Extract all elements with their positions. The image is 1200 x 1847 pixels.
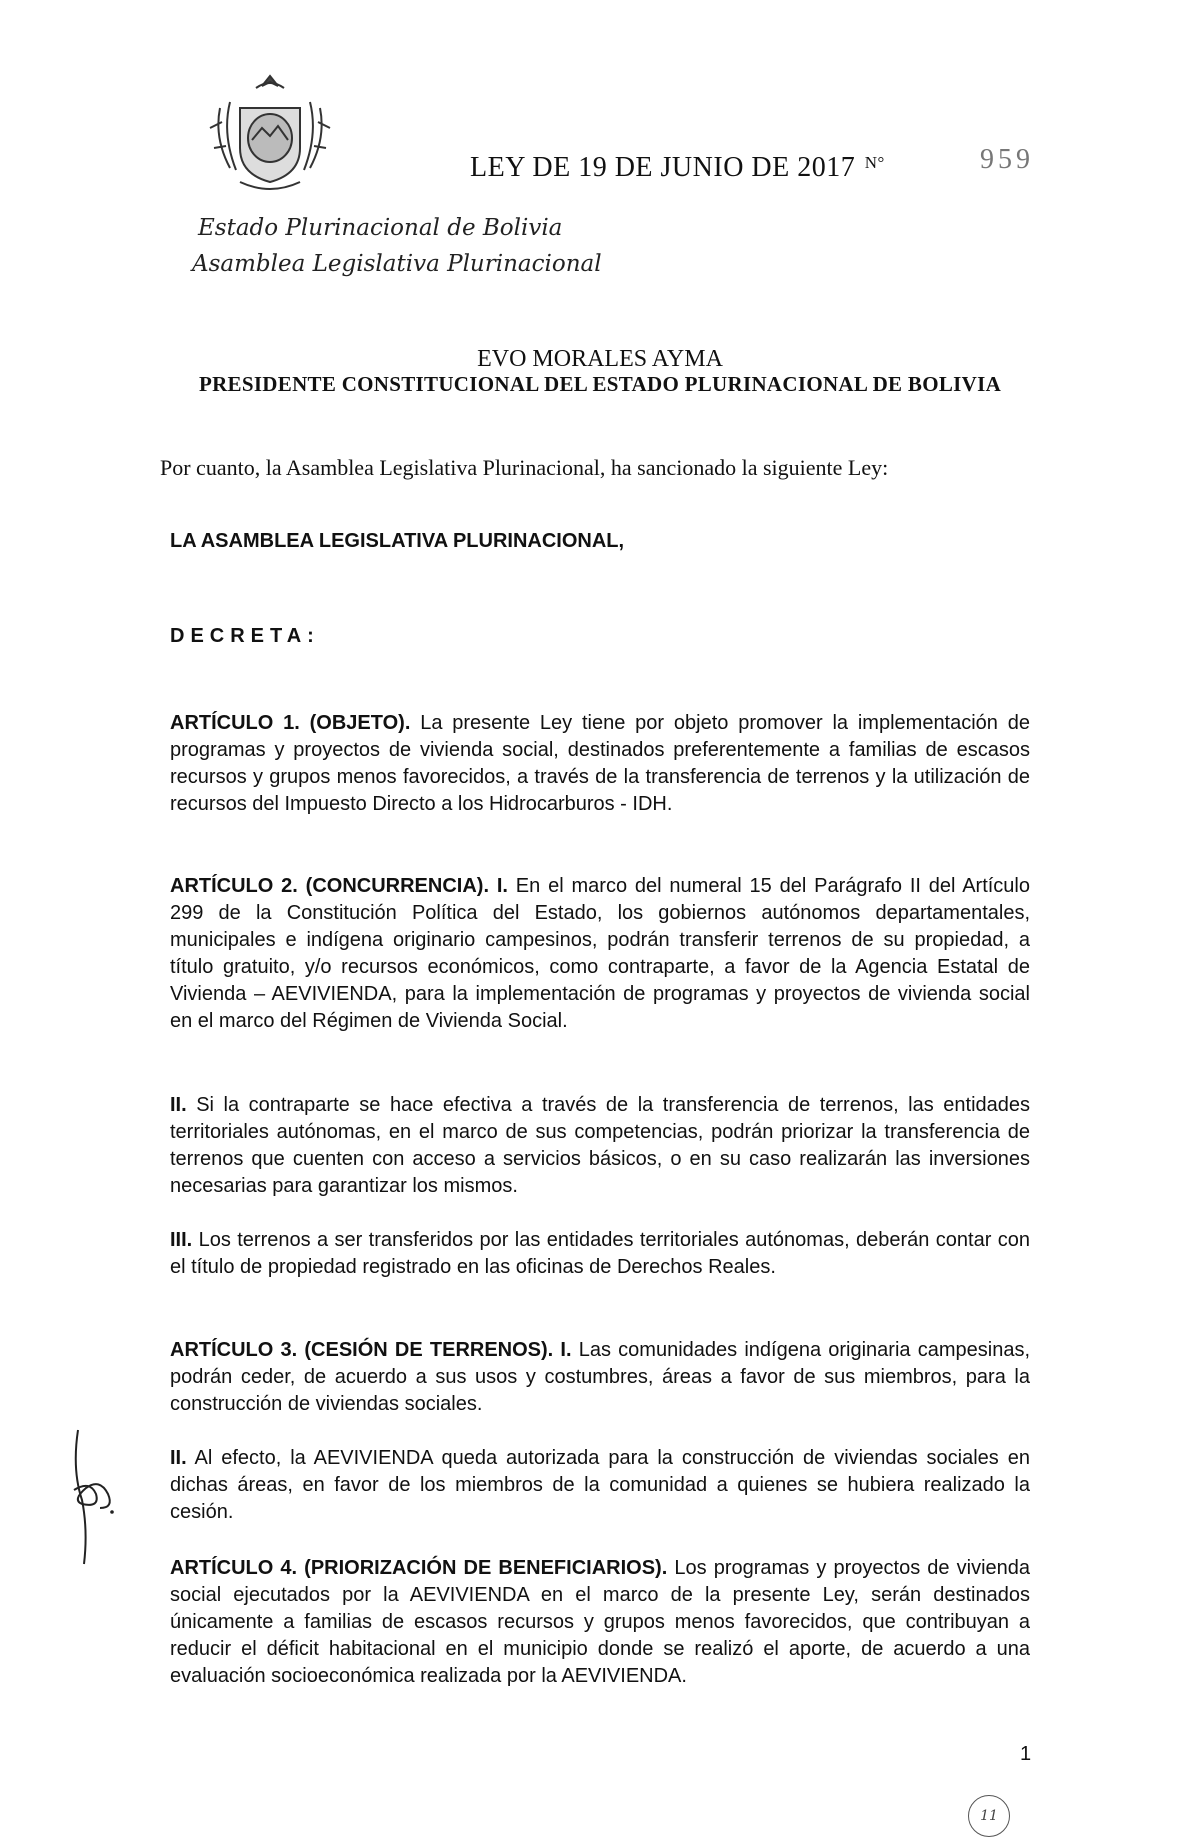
president-block [150, 345, 1050, 395]
institution-name [192, 210, 612, 282]
law-title [470, 152, 885, 184]
article-2-paragraph-2 [170, 1092, 1030, 1200]
article-heading: ARTÍCULO 1. (OBJETO). [170, 712, 411, 734]
article-heading: ARTÍCULO 2. (CONCURRENCIA). I. [170, 875, 508, 897]
article-text: Los programas y proyectos de vivienda social ejecutados por la AEVIVIENDA en el marco de la presente Ley, serán destinados únicamente a familias de escasos recursos y grupos menos favorecidos, que contribuyan a reducir el déficit habitacional en el municipio donde se realizó el aporte, de acuerdo a una evaluación socioeconómica realizada por la AEVIVIENDA. [170, 1557, 1031, 1687]
decreta-heading: DECRETA: [170, 625, 320, 647]
intro-text: Por cuanto, la Asamblea Legislativa Plurinacional, ha sancionado la siguiente Ley: [160, 455, 889, 480]
article-heading: II. [170, 1094, 187, 1116]
article-text: La presente Ley tiene por objeto promover la implementación de programas y proyectos de vivienda social, destinados preferentemente a familias de escasos recursos y grupos menos favorecidos, a través de la transferencia de terrenos y la utilización de recursos del Impuesto Directo a los Hidrocarburos - IDH. [170, 712, 1030, 815]
article-4 [170, 1555, 1030, 1690]
article-text: Al efecto, la AEVIVIENDA queda autorizada para la construcción de viviendas sociales en dichas áreas, en favor de los miembros de la comunidad a quienes se hubiera realizado la cesión. [170, 1447, 1030, 1523]
article-heading: ARTÍCULO 3. (CESIÓN DE TERRENOS). I. [170, 1339, 572, 1361]
folio-stamp: 11 [968, 1795, 1010, 1837]
handwritten-initials [60, 1420, 150, 1570]
president-title: PRESIDENTE CONSTITUCIONAL DEL ESTADO PLURINACIONAL DE BOLIVIA [198, 372, 1002, 396]
article-3-paragraph-2 [170, 1445, 1030, 1526]
article-text: En el marco del numeral 15 del Parágrafo II del Artículo 299 de la Constitución Política del Estado, los gobiernos autónomos departamentales, municipales e indígena originario campesinos, podrán transferir terrenos de su propiedad, a título gratuito, y/o recursos económicos, como contraparte, a favor de la Agencia Estatal de Vivienda – AEVIVIENDA, para la implementación de programas y proyectos de vivienda social en el marco del Régimen de Vivienda Social. [170, 875, 1030, 1032]
article-3-paragraph-1 [170, 1337, 1030, 1418]
article-2-paragraph-3 [170, 1227, 1030, 1281]
assembly-heading: LA ASAMBLEA LEGISLATIVA PLURINACIONAL, [170, 530, 625, 552]
law-number-stamp: 959 [980, 144, 1034, 175]
coat-of-arms-seal [200, 68, 340, 196]
article-1 [170, 710, 1030, 818]
article-heading: III. [170, 1229, 193, 1251]
page-number: 1 [1020, 1743, 1032, 1765]
article-heading: II. [170, 1447, 187, 1469]
assembly-name: Asamblea Legislativa Plurinacional [192, 251, 602, 277]
law-date-title: LEY DE 19 DE JUNIO DE 2017 [470, 152, 856, 183]
number-prefix: N° [864, 153, 885, 172]
president-name: EVO MORALES AYMA [477, 346, 723, 372]
state-name: Estado Plurinacional de Bolivia [198, 215, 563, 241]
article-text: Si la contraparte se hace efectiva a través de la transferencia de terrenos, las entidades territoriales autónomas, en el marco de sus competencias, podrán priorizar la transferencia de terrenos que cuenten con acceso a servicios básicos, o en su caso realizarán las inversiones necesarias para garantizar los mismos. [170, 1094, 1030, 1197]
article-text: Los terrenos a ser transferidos por las entidades territoriales autónomas, deberán contar con el título de propiedad registrado en las oficinas de Derechos Reales. [170, 1229, 1030, 1278]
article-heading: ARTÍCULO 4. (PRIORIZACIÓN DE BENEFICIARIOS). [170, 1557, 668, 1579]
article-2-paragraph-1 [170, 873, 1030, 1035]
article-text: Las comunidades indígena originaria campesinas, podrán ceder, de acuerdo a sus usos y costumbres, áreas a favor de sus miembros, para la construcción de viviendas sociales. [170, 1339, 1031, 1415]
